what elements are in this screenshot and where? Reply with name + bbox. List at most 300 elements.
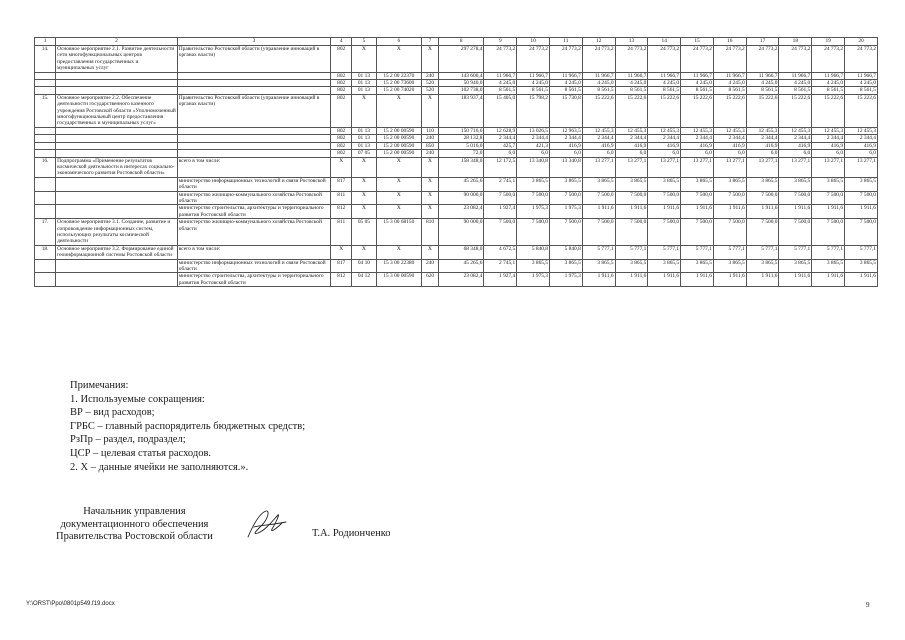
executor-cell [177,142,330,149]
budget-code-cell: Х [352,177,376,191]
amount-cell: 11 966,7 [746,72,779,79]
program-name-cell [56,273,178,287]
amount-cell: 2 344,4 [845,135,878,142]
budget-code-cell: Х [352,94,376,127]
budget-code-cell: 15 3 00 22380 [376,259,421,273]
amount-cell: 6,0 [713,150,746,157]
budget-code-cell: 620 [422,273,439,287]
amount-cell: 3 865,5 [713,177,746,191]
amount-cell: 6,0 [517,150,550,157]
budget-code-cell: 110 [422,127,439,134]
executor-cell: министерство жилищно-коммунального хозяйства Ростовской области [177,219,330,246]
amount-cell: 1 975,3 [550,205,583,219]
amount-cell: 4 245,0 [517,80,550,87]
amount-cell: 3 865,5 [582,259,615,273]
amount-cell: 1 911,6 [779,205,812,219]
row-number-cell [35,72,56,79]
row-number-cell [35,150,56,157]
column-number-cell: 19 [812,38,845,46]
amount-cell: 3 865,5 [681,177,714,191]
budget-code-cell: 520 [422,80,439,87]
budget-code-cell: 802 [331,135,352,142]
row-number-cell [35,87,56,94]
amount-cell: 12 455,3 [812,127,845,134]
amount-cell: 3 865,5 [845,177,878,191]
column-number-cell: 7 [422,38,439,46]
amount-cell: 11 966,7 [484,72,517,79]
table-row [35,205,878,219]
budget-code-cell: 802 [331,127,352,134]
budget-code-cell: 01 13 [352,87,376,94]
amount-cell: 11 966,7 [648,72,681,79]
amount-cell: 416,9 [812,142,845,149]
amount-cell: 7 500,0 [845,191,878,205]
amount-cell: 1 911,6 [746,205,779,219]
amount-cell: 4 245,0 [746,80,779,87]
amount-cell: 416,9 [648,142,681,149]
amount-cell: 12 455,3 [779,127,812,134]
row-number-cell: 18. [35,245,56,259]
budget-code-cell: 15 2 00 74020 [376,87,421,94]
program-name-cell [56,127,178,134]
budget-code-cell: 802 [331,72,352,79]
note-abbrev-grbs: ГРБС – главный распорядитель бюджетных средств; [70,420,306,432]
amount-cell: 1 975,3 [517,205,550,219]
amount-cell: 5 840,8 [517,245,550,259]
budget-code-cell: 240 [422,150,439,157]
budget-code-cell: 15 2 00 00590 [376,142,421,149]
budget-code-cell: 01 13 [352,135,376,142]
amount-cell: 2 745,1 [484,259,517,273]
amount-cell: 6,0 [812,150,845,157]
amount-cell: 7 500,0 [484,191,517,205]
amount-cell: 7 500,0 [648,191,681,205]
amount-cell: 5 840,8 [550,245,583,259]
amount-cell: 12 455,3 [746,127,779,134]
amount-cell: 158 348,0 [438,157,483,177]
amount-cell: 13 277,1 [746,157,779,177]
budget-code-cell: 15 2 00 00590 [376,150,421,157]
amount-cell: 8 561,5 [615,87,648,94]
amount-cell: 1 911,6 [582,273,615,287]
budget-code-cell: Х [422,191,439,205]
amount-cell: 5 777,1 [681,245,714,259]
amount-cell: 23 082,4 [438,205,483,219]
amount-cell: 15 222,6 [713,94,746,127]
amount-cell: 3 865,5 [582,177,615,191]
amount-cell: 15 222,6 [779,94,812,127]
amount-cell: 24 773,2 [681,46,714,73]
amount-cell: 8 561,5 [582,87,615,94]
executor-cell [177,150,330,157]
budget-code-cell: 15 2 00 00590 [376,127,421,134]
amount-cell: 6,0 [648,150,681,157]
budget-code-cell: Х [352,205,376,219]
budget-code-cell: 01 13 [352,80,376,87]
executor-cell: министерство строительства, архитектуры и территориального развития Ростовской области [177,273,330,287]
amount-cell: 6,0 [582,150,615,157]
amount-cell: 3 865,5 [845,259,878,273]
budget-code-cell: 05 05 [352,219,376,246]
amount-cell: 183 937,4 [438,94,483,127]
row-number-cell [35,273,56,287]
amount-cell: 425,7 [484,142,517,149]
table-row [35,142,878,149]
amount-cell: 7 500,0 [713,219,746,246]
amount-cell: 7 500,0 [484,219,517,246]
amount-cell: 45 265,6 [438,177,483,191]
amount-cell: 11 966,7 [713,72,746,79]
amount-cell: 5 777,1 [713,245,746,259]
handwritten-signature [240,505,290,545]
column-number-cell: 12 [582,38,615,46]
row-number-cell [35,259,56,273]
amount-cell: 1 911,6 [779,273,812,287]
amount-cell: 12 455,3 [582,127,615,134]
budget-code-cell: 811 [331,219,352,246]
amount-cell: 8 561,5 [713,87,746,94]
amount-cell: 1 911,6 [812,205,845,219]
amount-cell: 2 344,4 [812,135,845,142]
amount-cell: 15 222,6 [746,94,779,127]
table-row [35,135,878,142]
program-name-cell: Основное мероприятие 2.1. Развитие деятельности сети многофункциональных центров предоставления государственных и муниципальных услуг [56,46,178,73]
amount-cell: 6,0 [550,150,583,157]
budget-code-cell: 240 [422,135,439,142]
amount-cell: 13 026,5 [517,127,550,134]
budget-code-cell: 04 10 [352,259,376,273]
program-name-cell [56,87,178,94]
table-row [35,177,878,191]
executor-cell: Правительство Ростовской области (управление инноваций в органах власти) [177,46,330,73]
amount-cell: 13 277,1 [779,157,812,177]
amount-cell: 24 773,2 [845,46,878,73]
amount-cell: 4 245,0 [615,80,648,87]
amount-cell: 8 561,5 [484,87,517,94]
amount-cell: 13 340,8 [550,157,583,177]
table-row [35,245,878,259]
amount-cell: 1 911,6 [681,273,714,287]
amount-cell: 7 500,0 [517,219,550,246]
amount-cell: 13 277,1 [845,157,878,177]
amount-cell: 8 561,5 [779,87,812,94]
column-number-cell: 6 [376,38,421,46]
executor-cell: Правительство Ростовской области (управление инноваций в органах власти) [177,94,330,127]
table-row [35,219,878,246]
amount-cell: 3 865,5 [615,259,648,273]
column-number-cell: 16 [713,38,746,46]
notes-heading: Примечания: [70,380,129,391]
budget-code-cell: 01 13 [352,142,376,149]
amount-cell: 416,9 [746,142,779,149]
budget-code-cell: 817 [331,259,352,273]
amount-cell: 5 777,1 [615,245,648,259]
column-number-cell: 11 [550,38,583,46]
amount-cell: 5 777,1 [812,245,845,259]
amount-cell: 1 911,6 [615,273,648,287]
notes-section [70,379,305,474]
amount-cell: 3 865,5 [746,177,779,191]
column-number-cell: 8 [438,38,483,46]
amount-cell: 7 500,0 [648,219,681,246]
budget-code-cell: Х [352,191,376,205]
table-row [35,46,878,73]
row-number-cell: 17. [35,219,56,246]
budget-code-cell: 802 [331,80,352,87]
amount-cell: 2 344,4 [779,135,812,142]
executor-cell [177,72,330,79]
executor-cell: министерство информационных технологий и связи Ростовской области [177,259,330,273]
amount-cell: 11 966,7 [517,72,550,79]
amount-cell: 68 348,0 [438,245,483,259]
amount-cell: 24 773,2 [812,46,845,73]
amount-cell: 1 911,6 [713,273,746,287]
executor-cell [177,127,330,134]
amount-cell: 4 245,0 [681,80,714,87]
amount-cell: 7 500,0 [812,191,845,205]
amount-cell: 6,0 [681,150,714,157]
amount-cell: 416,9 [550,142,583,149]
budget-code-cell: 15 3 00 68150 [376,219,421,246]
amount-cell: 12 455,3 [615,127,648,134]
table-row [35,259,878,273]
column-number-cell: 1 [35,38,56,46]
amount-cell: 5 016,0 [438,142,483,149]
amount-cell: 4 245,0 [812,80,845,87]
row-number-cell: 16. [35,157,56,177]
amount-cell: 11 966,7 [681,72,714,79]
amount-cell: 4 245,0 [484,80,517,87]
amount-cell: 7 500,0 [550,191,583,205]
amount-cell: 7 500,0 [615,191,648,205]
executor-cell: министерство информационных технологий и связи Ростовской области [177,177,330,191]
executor-cell: всего в том числе: [177,245,330,259]
row-number-cell [35,142,56,149]
budget-code-cell: 07 05 [352,150,376,157]
amount-cell: 1 911,6 [615,205,648,219]
program-name-cell: Основное мероприятие 2.2. Обеспечение деятельности государственного казенного учреждения Ростовской области «Уполномоченный многофункциональный центр предоставления государственных и муниципальных услуг» [57,94,176,127]
table-row [35,87,878,94]
amount-cell: 416,9 [779,142,812,149]
budget-code-cell: 15 2 00 22370 [376,72,421,79]
budget-code-cell: 812 [331,205,352,219]
amount-cell: 416,9 [582,142,615,149]
amount-cell: 50 940,0 [438,80,483,87]
amount-cell: 4 245,0 [648,80,681,87]
budget-code-cell: Х [422,245,439,259]
amount-cell: 2 344,4 [648,135,681,142]
note-abbrev-csr: ЦСР – целевая статья расходов. [70,447,212,459]
signatory-title [56,506,213,544]
program-name-cell: Основное мероприятие 3.1. Создание, развитие и сопровождение информационных систем, использующих результаты космической деятельности [56,219,178,246]
budget-code-cell: 802 [331,94,352,127]
budget-code-cell: 802 [331,142,352,149]
table-row [35,157,878,177]
program-name-cell: Основное мероприятие 3.2. Формирование единой геоинформационной системы Ростовской области [56,245,178,259]
amount-cell: 2 344,4 [713,135,746,142]
amount-cell: 13 277,1 [812,157,845,177]
amount-cell: 12 455,3 [648,127,681,134]
amount-cell: 7 500,0 [517,191,550,205]
column-number-cell: 18 [779,38,812,46]
budget-code-cell: Х [422,177,439,191]
budget-code-cell: 15 3 00 00590 [376,273,421,287]
amount-cell: 2 344,4 [582,135,615,142]
program-name-cell [56,135,178,142]
executor-cell [177,80,330,87]
budget-code-cell: 810 [422,219,439,246]
amount-cell: 7 500,0 [845,219,878,246]
amount-cell: 7 500,0 [779,191,812,205]
program-name-cell [56,72,178,79]
column-number-cell: 15 [681,38,714,46]
amount-cell: 11 966,7 [845,72,878,79]
amount-cell: 7 500,0 [681,191,714,205]
budget-code-cell: Х [376,46,421,73]
amount-cell: 15 222,6 [615,94,648,127]
table-row [35,191,878,205]
amount-cell: 12 628,9 [484,127,517,134]
budget-code-cell: 01 13 [352,72,376,79]
amount-cell: 416,9 [713,142,746,149]
executor-cell [177,87,330,94]
table-row [35,127,878,134]
amount-cell: 2 344,4 [550,135,583,142]
amount-cell: 15 222,6 [648,94,681,127]
program-name-cell [56,150,178,157]
amount-cell: 7 500,0 [582,191,615,205]
amount-cell: 6,0 [779,150,812,157]
amount-cell: 13 277,1 [648,157,681,177]
budget-code-cell: Х [352,157,376,177]
amount-cell: 3 865,5 [812,259,845,273]
amount-cell: 11 966,7 [550,72,583,79]
budget-code-cell: Х [376,245,421,259]
amount-cell: 1 911,6 [845,205,878,219]
program-name-cell [56,259,178,273]
budget-code-cell: 802 [331,150,352,157]
amount-cell: 2 745,1 [484,177,517,191]
program-name-cell [56,205,178,219]
amount-cell: 1 911,6 [746,273,779,287]
budget-code-cell: 240 [422,72,439,79]
amount-cell: 1 927,4 [484,205,517,219]
note-item-2: 2. Х – данные ячейки не заполняются.». [70,461,249,473]
amount-cell: 12 455,3 [681,127,714,134]
column-number-cell: 5 [352,38,376,46]
amount-cell: 416,9 [681,142,714,149]
amount-cell: 13 277,1 [582,157,615,177]
amount-cell: 28 132,8 [438,135,483,142]
column-number-cell: 4 [331,38,352,46]
program-name-cell: Подпрограмма «Применение результатов космической деятельности в интересах социально-экономического развития Ростовской области» [56,157,178,177]
amount-cell: 1 911,6 [648,273,681,287]
table-row [35,80,878,87]
amount-cell: 2 344,4 [746,135,779,142]
amount-cell: 7 500,0 [550,219,583,246]
budget-code-cell: 850 [422,142,439,149]
amount-cell: 150 716,6 [438,127,483,134]
executor-cell: министерство жилищно-коммунального хозяйства Ростовской области [177,191,330,205]
amount-cell: 7 500,0 [779,219,812,246]
amount-cell: 24 773,2 [517,46,550,73]
amount-cell: 4 245,0 [845,80,878,87]
amount-cell: 8 561,5 [517,87,550,94]
amount-cell: 11 966,7 [779,72,812,79]
amount-cell: 1 911,6 [845,273,878,287]
budget-code-cell: 802 [331,46,352,73]
table-row [35,273,878,287]
budget-code-cell: 812 [331,273,352,287]
amount-cell: 416,9 [845,142,878,149]
signatory-title-line-2: документационного обеспечения [60,518,209,530]
amount-cell: 5 777,1 [648,245,681,259]
amount-cell: 8 561,5 [845,87,878,94]
amount-cell: 24 773,2 [615,46,648,73]
amount-cell: 4 245,0 [779,80,812,87]
amount-cell: 1 911,6 [713,205,746,219]
amount-cell: 4 245,0 [713,80,746,87]
amount-cell: 90 000,0 [438,219,483,246]
amount-cell: 15 798,2 [517,94,550,127]
amount-cell: 297 278,4 [438,46,483,73]
amount-cell: 3 865,5 [779,177,812,191]
amount-cell: 12 963,5 [550,127,583,134]
budget-code-cell: Х [352,245,376,259]
amount-cell: 7 500,0 [582,219,615,246]
amount-cell: 24 773,2 [648,46,681,73]
amount-cell: 6,0 [746,150,779,157]
amount-cell: 7 500,0 [746,191,779,205]
page-number: 9 [866,601,870,609]
executor-cell: всего в том числе: [177,157,330,177]
table-row [35,150,878,157]
amount-cell: 3 865,5 [550,259,583,273]
amount-cell: 4 245,0 [582,80,615,87]
budget-code-cell: Х [376,205,421,219]
budget-code-cell: Х [331,157,352,177]
amount-cell: 12 172,5 [484,157,517,177]
signatory-title-line-1: Начальник управления [83,506,186,517]
budget-code-cell: 817 [331,177,352,191]
amount-cell: 2 344,4 [681,135,714,142]
budget-code-cell: Х [376,177,421,191]
footer-file-path: Y:\ORST\Ppo\0801p549.f19.docx [26,601,115,607]
budget-code-cell: Х [422,205,439,219]
column-number-cell: 10 [517,38,550,46]
amount-cell: 5 777,1 [779,245,812,259]
amount-cell: 11 966,7 [582,72,615,79]
amount-cell: 1 975,3 [550,273,583,287]
amount-cell: 7 500,0 [681,219,714,246]
amount-cell: 4 672,5 [484,245,517,259]
budget-code-cell: Х [422,46,439,73]
amount-cell: 13 340,8 [517,157,550,177]
column-number-cell: 20 [845,38,878,46]
amount-cell: 3 865,5 [812,177,845,191]
program-name-cell [56,80,178,87]
amount-cell: 24 773,2 [550,46,583,73]
executor-cell: министерство строительства, архитектуры и территориального развития Ростовской области [177,205,330,219]
amount-cell: 143 600,4 [438,72,483,79]
budget-code-cell: Х [376,191,421,205]
budget-code-cell: 520 [422,87,439,94]
amount-cell: 3 865,5 [681,259,714,273]
column-number-row [35,38,878,46]
amount-cell: 13 277,1 [615,157,648,177]
amount-cell: 23 082,4 [438,273,483,287]
table-row [35,72,878,79]
